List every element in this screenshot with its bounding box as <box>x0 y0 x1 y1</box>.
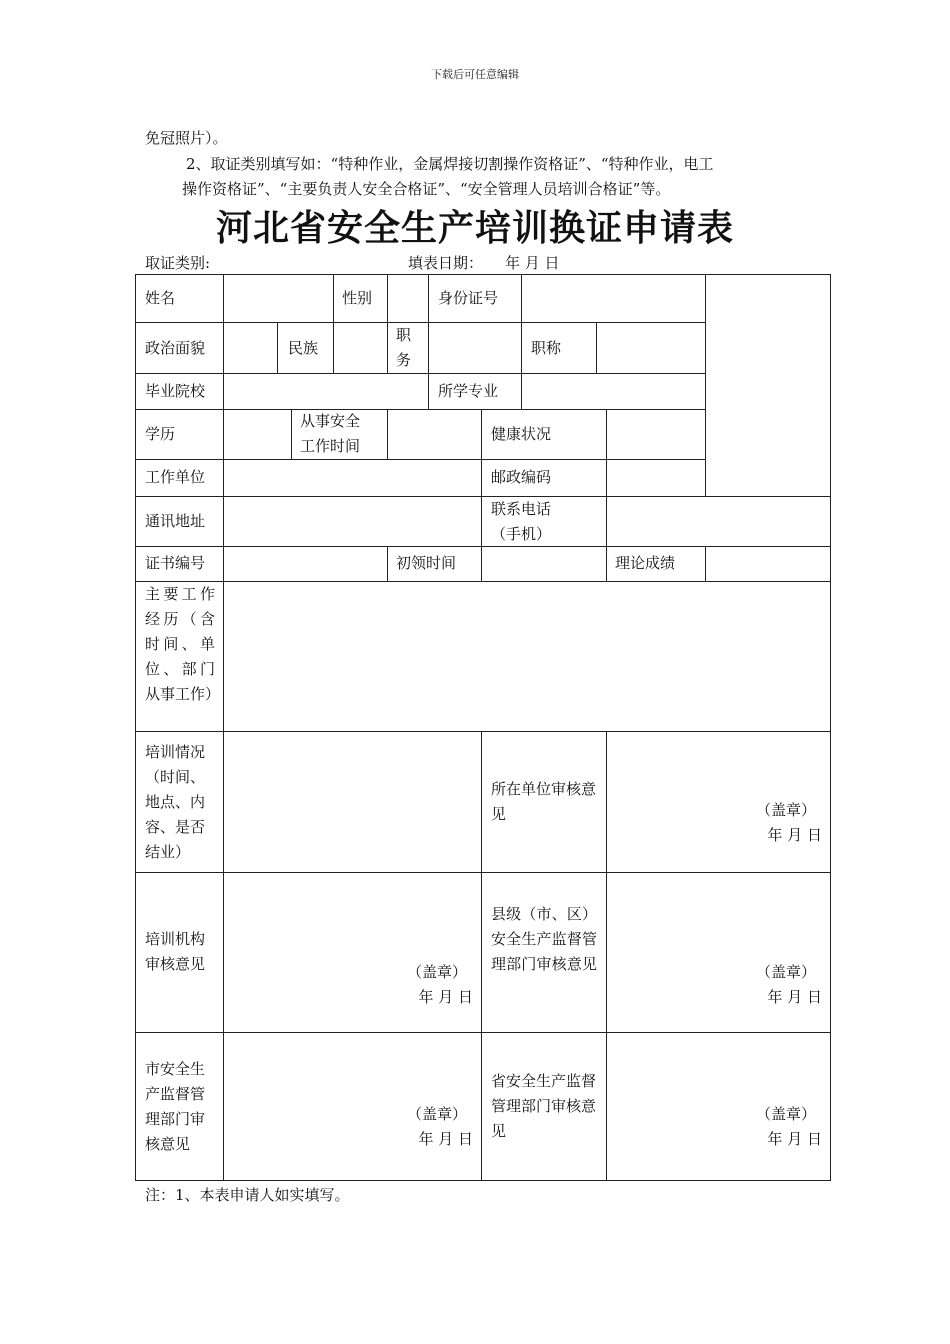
unit-seal: （盖章） <box>755 801 816 819</box>
unit-date: 年 月 日 <box>767 826 822 844</box>
label-province-review: 省安全生产监督管理部门审核意见 <box>491 1072 597 1140</box>
county-seal: （盖章） <box>755 963 816 981</box>
city-date: 年 月 日 <box>418 1130 473 1148</box>
date-label: 填表日期： <box>408 254 484 272</box>
label-phone: 联系电话（手机） <box>491 500 552 543</box>
label-health: 健康状况 <box>491 425 552 443</box>
label-address: 通讯地址 <box>145 512 206 530</box>
org-seal: （盖章） <box>406 963 467 981</box>
label-name: 姓名 <box>145 289 176 307</box>
label-org-review: 培训机构审核意见 <box>145 930 206 973</box>
label-training: 培训情况（时间、地点、内容、是否结业） <box>145 743 206 861</box>
label-theory-score: 理论成绩 <box>615 554 676 572</box>
label-title-rank: 职称 <box>531 339 562 357</box>
label-major: 所学专业 <box>438 382 499 400</box>
label-school: 毕业院校 <box>145 382 206 400</box>
org-date: 年 月 日 <box>418 988 473 1006</box>
label-first-issue: 初领时间 <box>396 554 457 572</box>
download-note: 下载后可任意编辑 <box>431 68 519 81</box>
intro-line-2: 2、取证类别填写如：“特种作业，金属焊接切割操作资格证”、“特种作业，电工 <box>186 155 714 173</box>
label-education: 学历 <box>145 425 176 443</box>
province-date: 年 月 日 <box>767 1130 822 1148</box>
label-county-review: 县级（市、区）安全生产监督管理部门审核意见 <box>491 905 597 973</box>
footer-note: 注：1、本表申请人如实填写。 <box>145 1186 350 1204</box>
date-value: 年 月 日 <box>505 254 560 272</box>
city-seal: （盖章） <box>406 1105 467 1123</box>
label-id-number: 身份证号 <box>438 289 499 307</box>
label-political: 政治面貌 <box>145 339 206 357</box>
label-position: 职务 <box>396 326 412 369</box>
label-safety-work-time: 从事安全工作时间 <box>300 412 361 455</box>
category-label: 取证类别: <box>145 254 211 272</box>
intro-line-3: 操作资格证”、“主要负责人安全合格证”、“安全管理人员培训合格证”等。 <box>182 180 671 198</box>
label-work-history: 主要工作经历（含时间、单位、部门从事工作） <box>145 585 221 703</box>
label-ethnicity: 民族 <box>288 339 319 357</box>
label-cert-no: 证书编号 <box>145 554 206 572</box>
province-seal: （盖章） <box>755 1105 816 1123</box>
label-city-review: 市安全生产监督管理部门审核意见 <box>145 1060 206 1153</box>
form-title: 河北省安全生产培训换证申请表 <box>215 208 734 249</box>
intro-line-1: 免冠照片）。 <box>145 129 228 147</box>
label-unit-review: 所在单位审核意见 <box>491 780 597 823</box>
label-employer: 工作单位 <box>145 468 206 486</box>
county-date: 年 月 日 <box>767 988 822 1006</box>
label-postcode: 邮政编码 <box>491 468 552 486</box>
label-gender: 性别 <box>342 289 373 307</box>
